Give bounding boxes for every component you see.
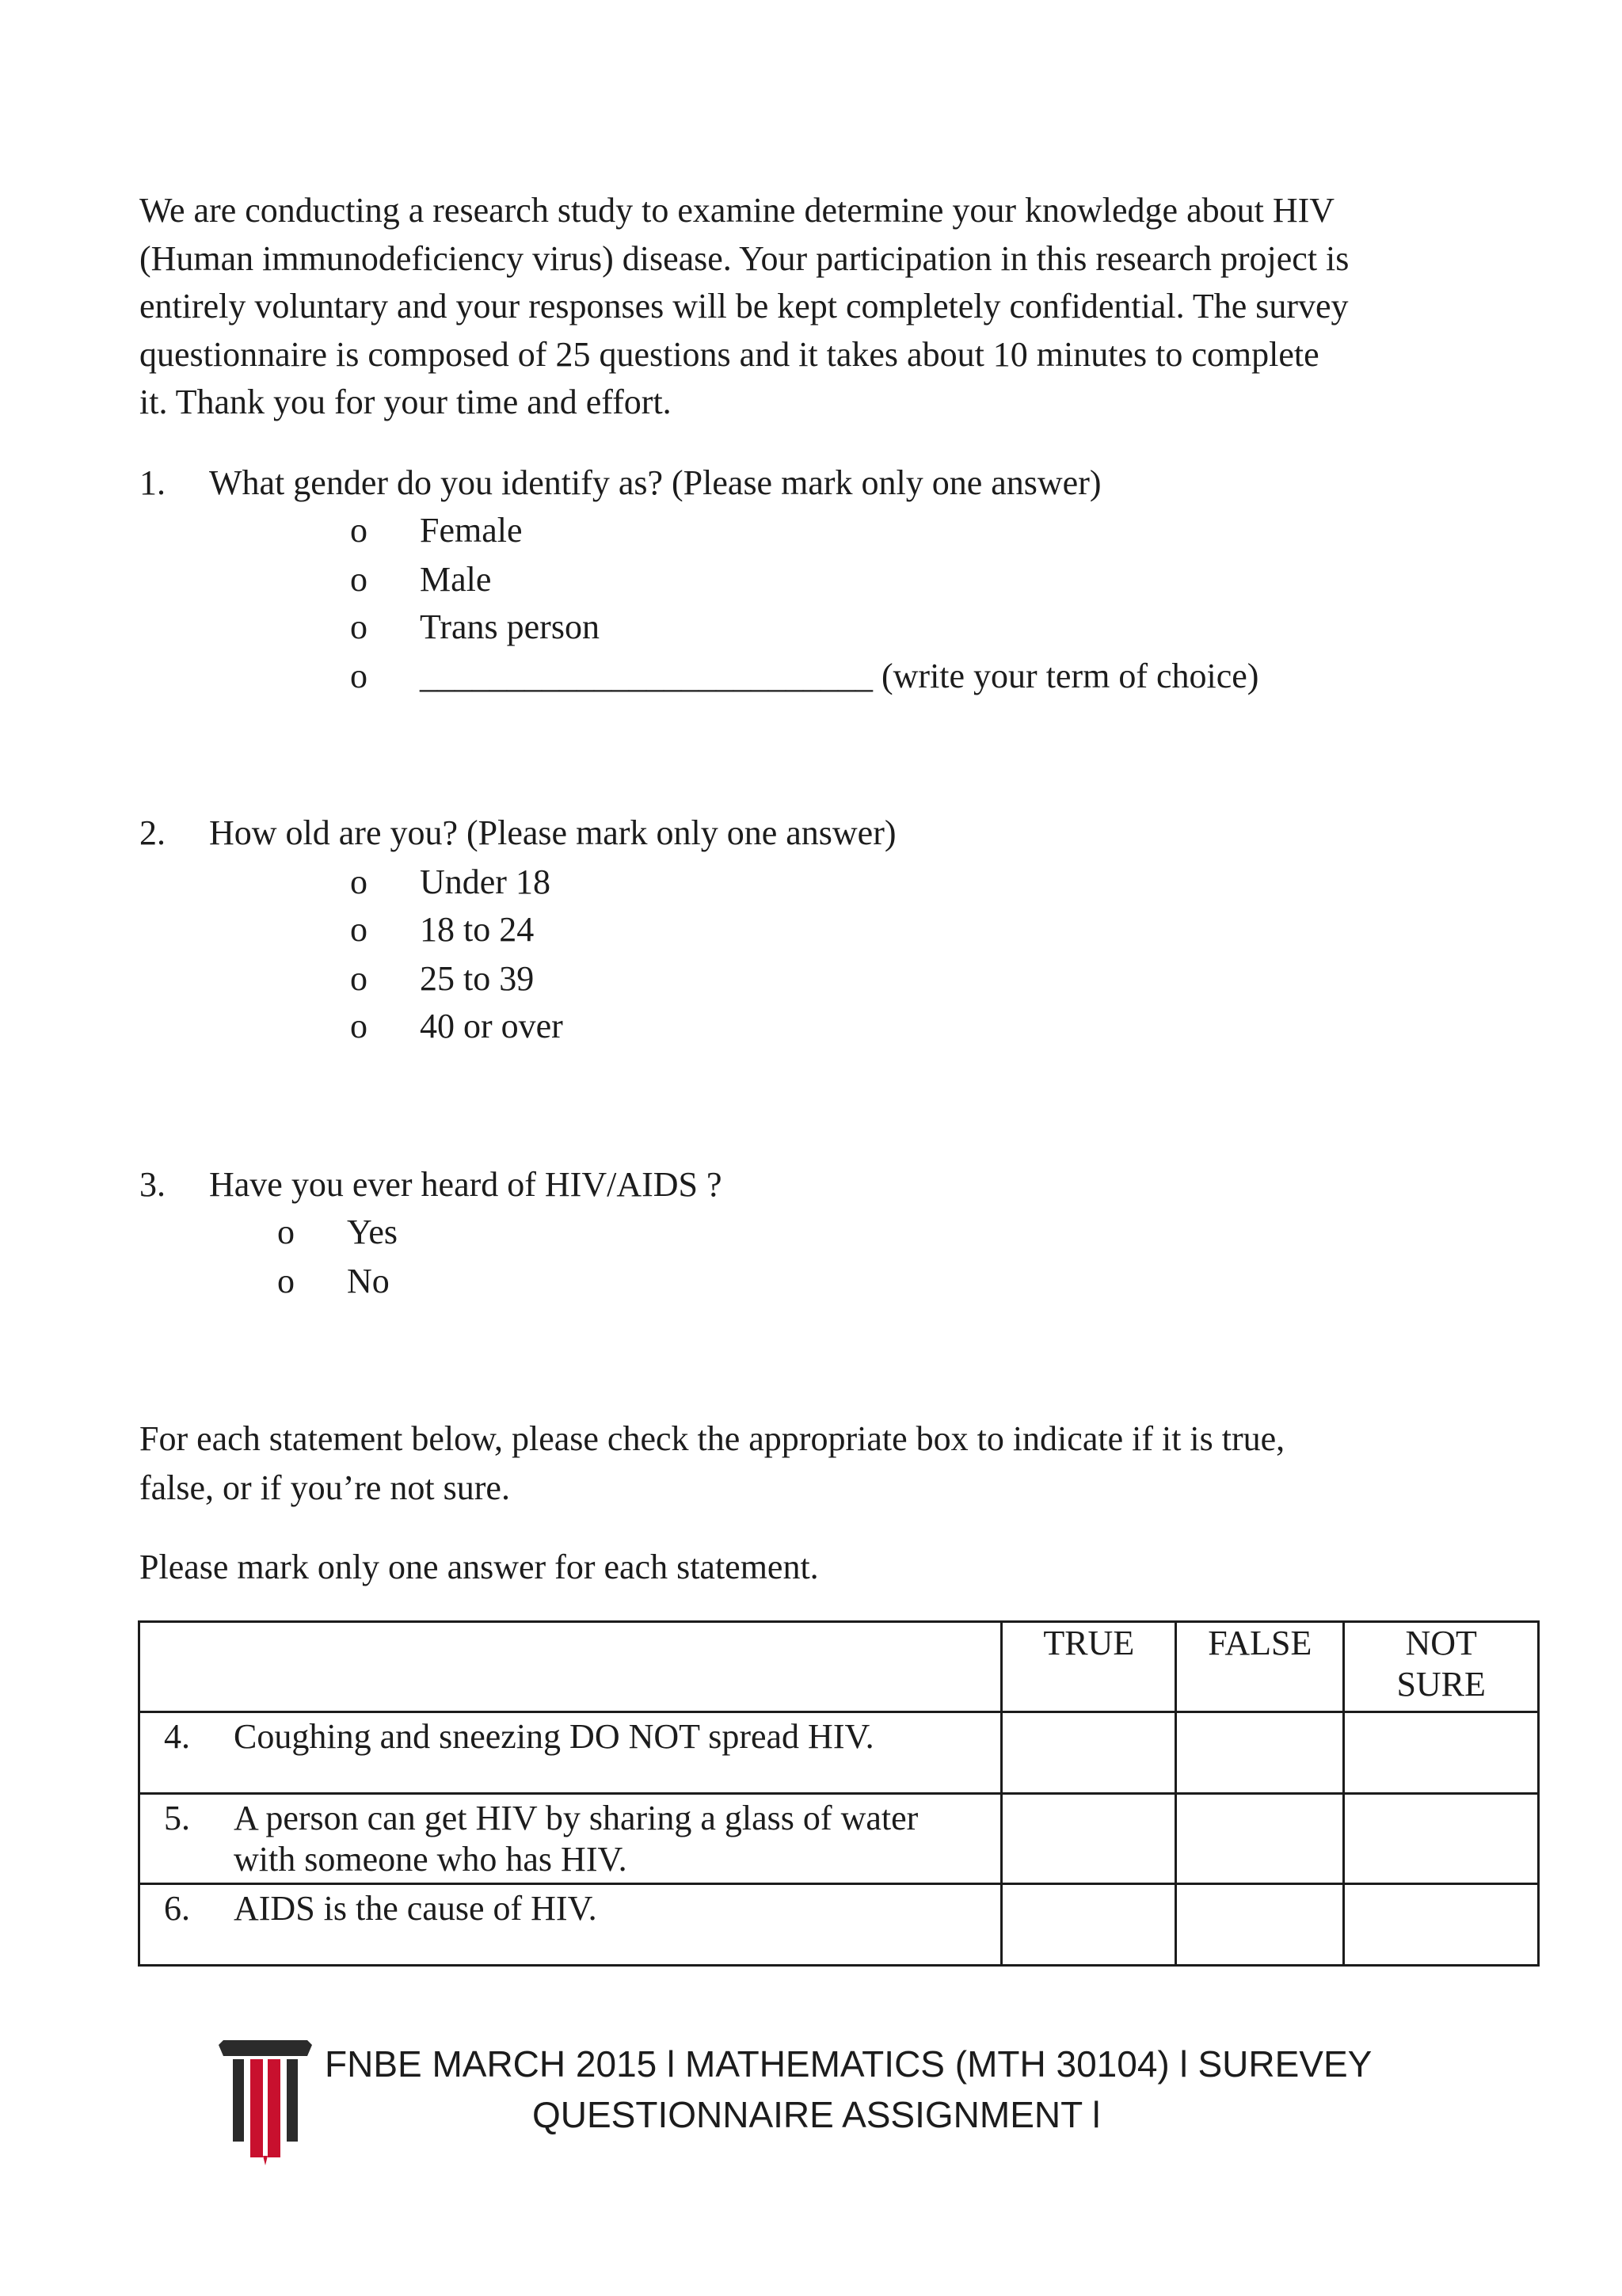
true-checkbox[interactable] [1002, 1884, 1176, 1966]
statement-cell [139, 1712, 1002, 1794]
instruction-line: false, or if you’re not sure. [139, 1468, 510, 1507]
instruction-line: For each statement below, please check the appropriate box to indicate if it is true, [139, 1419, 1285, 1458]
statement-text: A person can get HIV by sharing a glass of water with someone who has HIV. [234, 1799, 919, 1879]
option-bullet: o [350, 657, 367, 695]
option-label: 25 to 39 [420, 959, 535, 998]
intro-line: entirely voluntary and your responses will be kept completely confidential. The survey [139, 287, 1349, 326]
statement-text: Coughing and sneezing DO NOT spread HIV. [234, 1717, 874, 1756]
footer-line: FNBE MARCH 2015 l MATHEMATICS (MTH 30104) l SUREVEY [325, 2043, 1373, 2085]
option-bullet: o [350, 560, 367, 599]
statement-table [138, 1620, 1540, 1967]
intro-paragraph [139, 187, 1502, 427]
header-false: FALSE [1176, 1622, 1344, 1712]
question-text: Have you ever heard of HIV/AIDS ? [209, 1165, 722, 1204]
option-bullet: o [350, 607, 367, 646]
question-number: 2. [139, 813, 166, 852]
intro-line: questionnaire is composed of 25 questions and it takes about 10 minutes to complete [139, 334, 1319, 374]
statement-cell [139, 1794, 1002, 1884]
instruction-line: Please mark only one answer for each statement. [139, 1548, 819, 1586]
write-in-field[interactable]: __________________________ (write your term of choice) [420, 657, 1259, 695]
option-bullet: o [277, 1262, 295, 1300]
header-statement [139, 1622, 1002, 1712]
footer-line: QUESTIONNAIRE ASSIGNMENT l [532, 2094, 1101, 2135]
false-checkbox[interactable] [1176, 1712, 1344, 1794]
option-label: Yes [347, 1213, 398, 1251]
header-not-sure-line: SURE [1396, 1665, 1486, 1704]
option-label: 18 to 24 [420, 910, 535, 949]
option-bullet: o [350, 1007, 367, 1045]
table-header-row [139, 1622, 1539, 1712]
statement-text: AIDS is the cause of HIV. [234, 1889, 597, 1928]
true-checkbox[interactable] [1002, 1794, 1176, 1884]
option-bullet: o [350, 862, 367, 901]
false-checkbox[interactable] [1176, 1884, 1344, 1966]
table-row [139, 1712, 1539, 1794]
intro-line: We are conducting a research study to examine determine your knowledge about HIV [139, 191, 1335, 230]
option-label: Female [420, 511, 523, 550]
statement-cell [139, 1884, 1002, 1966]
option-bullet: o [350, 910, 367, 949]
option-label: Under 18 [420, 862, 550, 901]
true-checkbox[interactable] [1002, 1712, 1176, 1794]
university-logo-icon [215, 2037, 315, 2167]
intro-line: it. Thank you for your time and effort. [139, 383, 672, 421]
false-checkbox[interactable] [1176, 1794, 1344, 1884]
option-label: Male [420, 560, 492, 599]
not-sure-checkbox[interactable] [1344, 1712, 1539, 1794]
option-bullet: o [350, 959, 367, 998]
option-label: 40 or over [420, 1007, 563, 1045]
table-row [139, 1884, 1539, 1966]
table-row [139, 1794, 1539, 1884]
intro-line: (Human immunodeficiency virus) disease. Your participation in this research project is [139, 238, 1350, 278]
option-label: Trans person [420, 607, 600, 646]
question-text: How old are you? (Please mark only one answer) [209, 813, 897, 852]
not-sure-checkbox[interactable] [1344, 1794, 1539, 1884]
header-true: TRUE [1002, 1622, 1176, 1712]
question-number: 1. [139, 463, 166, 502]
question-text: What gender do you identify as? (Please mark only one answer) [209, 463, 1102, 502]
header-not-sure [1344, 1622, 1539, 1712]
option-bullet: o [277, 1213, 295, 1251]
statement-number: 5. [164, 1799, 190, 1837]
header-not-sure-line: NOT [1405, 1624, 1477, 1662]
option-bullet: o [350, 511, 367, 550]
statement-number: 4. [164, 1717, 190, 1756]
not-sure-checkbox[interactable] [1344, 1884, 1539, 1966]
question-number: 3. [139, 1165, 166, 1204]
statement-number: 6. [164, 1889, 190, 1928]
option-label: No [347, 1262, 390, 1300]
